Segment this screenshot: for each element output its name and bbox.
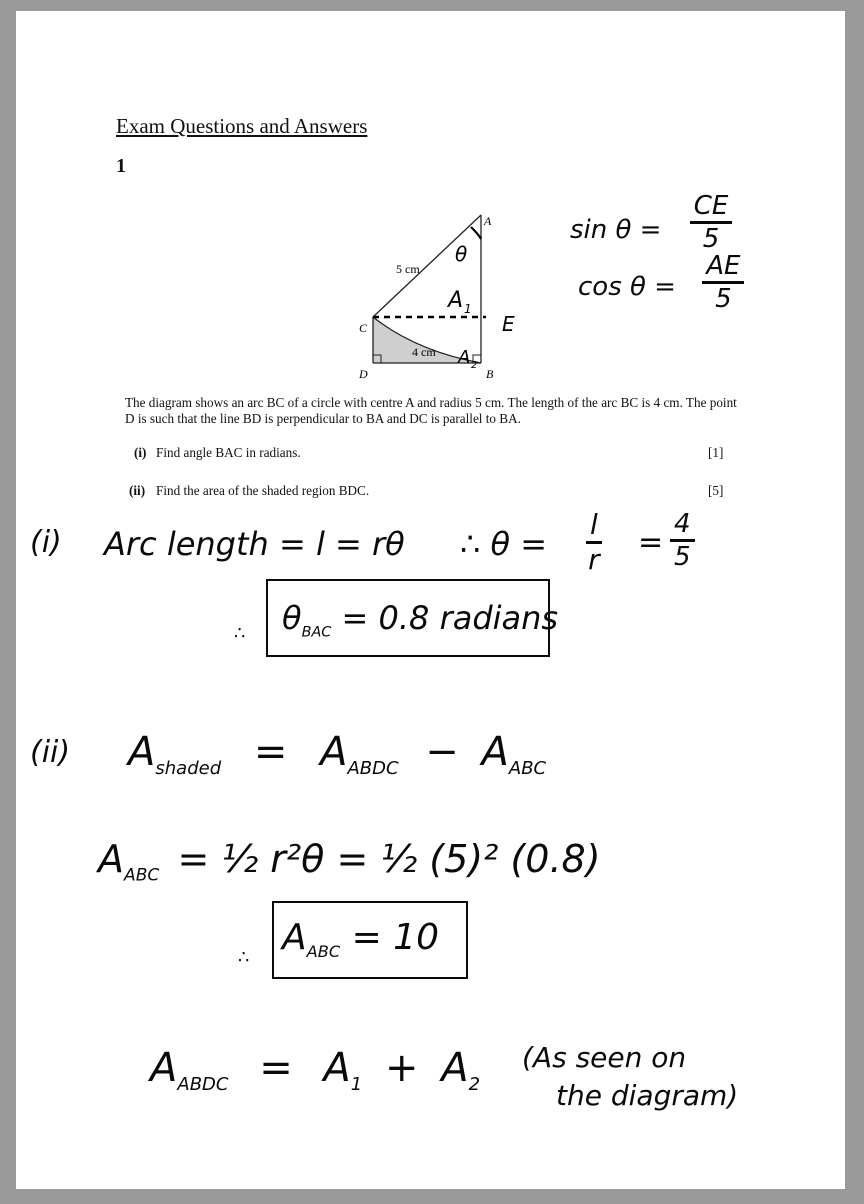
label-c: C — [359, 321, 368, 335]
label-a1-sub: 1 — [464, 302, 472, 316]
answer-i-fraction-l-r — [586, 508, 602, 576]
question-number: 1 — [116, 155, 126, 177]
label-b: B — [486, 367, 494, 381]
cos-note — [578, 251, 744, 314]
box1-therefore-icon: ∴ — [234, 623, 246, 644]
answer-i-label: (i) — [30, 525, 62, 560]
frac-5: 5 — [674, 542, 691, 572]
document-page — [16, 11, 845, 1189]
a1: A — [323, 1045, 351, 1091]
question-description: The diagram shows an arc BC of a circle with centre A and radius 5 cm. The length of the arc BC is 4 cm. The point D is such that the line BD is perpendicular to BA and DC is parallel to BA. — [125, 395, 737, 426]
eq-4: = — [259, 1045, 293, 1091]
answer-i-result-box — [266, 579, 559, 657]
a1-sub: 1 — [350, 1074, 363, 1095]
part-i-marks: [1] — [708, 445, 724, 460]
cos-denominator: 5 — [715, 284, 732, 314]
frac-4: 4 — [670, 511, 695, 542]
label-e: E — [502, 312, 515, 336]
sector-formula: = ½ r²θ = ½ (5)² (0.8) — [177, 837, 601, 881]
label-a2-sub: 2 — [471, 360, 478, 371]
answer-i-fraction-4-5 — [670, 511, 695, 570]
a-abdc: A — [320, 729, 348, 775]
frac-r: r — [588, 543, 600, 576]
label-d: D — [359, 367, 368, 381]
angle-mark-a-icon — [471, 227, 481, 239]
a-abc-2-sub: ABC — [124, 865, 160, 886]
sin-note — [570, 191, 732, 254]
label-radius: 5 cm — [396, 262, 420, 276]
label-a1: A — [448, 288, 464, 313]
box1-theta: θ — [282, 599, 302, 637]
a-abc-2: A — [98, 837, 124, 881]
cos-numerator: AE — [702, 253, 744, 284]
a-abc: A — [481, 729, 509, 775]
box2-a: A — [282, 917, 307, 958]
sin-numerator: CE — [690, 193, 733, 224]
part-ii-label: (ii) — [129, 483, 146, 498]
label-a2: A — [458, 347, 471, 368]
answer-note-line-2: the diagram) — [556, 1079, 739, 1112]
part-ii-marks: [5] — [708, 483, 724, 498]
answer-ii-abdc-equation — [150, 1045, 480, 1095]
a-abdc-2: A — [150, 1045, 178, 1091]
answer-ii-label: (ii) — [30, 735, 71, 770]
box1-value: = 0.8 radians — [341, 599, 559, 637]
part-i-label: (i) — [134, 445, 147, 460]
sin-lhs: sin θ = — [570, 215, 662, 245]
sin-denominator: 5 — [702, 224, 720, 254]
a2-sub: 2 — [468, 1074, 481, 1095]
answer-i-therefore: ∴ θ = — [460, 525, 548, 563]
cos-lhs: cos θ = — [578, 272, 676, 302]
answer-ii-sector-equation — [98, 837, 601, 886]
part-ii-text: Find the area of the shaded region BDC. — [156, 483, 370, 498]
answer-i-arc-length: Arc length = l = rθ — [104, 525, 405, 563]
a-shaded-sub: shaded — [155, 758, 222, 779]
page-heading: Exam Questions and Answers — [116, 114, 368, 138]
triangle-diagram — [356, 201, 526, 381]
a2: A — [441, 1045, 469, 1091]
a-abdc-2-sub: ABDC — [177, 1074, 229, 1095]
answer-note-line-1: (As seen on — [522, 1041, 687, 1074]
a-shaded: A — [128, 729, 156, 775]
answer-ii-sector-box — [272, 901, 468, 979]
label-arc-length: 4 cm — [412, 345, 436, 359]
box2-therefore-icon: ∴ — [238, 947, 250, 968]
box2-value: = 10 — [351, 917, 439, 958]
plus: + — [384, 1045, 419, 1091]
minus: − — [425, 729, 459, 775]
frac-l: l — [586, 511, 602, 544]
eq-2: = — [253, 729, 288, 775]
part-i-text: Find angle BAC in radians. — [156, 445, 301, 460]
answer-ii-shaded-equation — [128, 729, 546, 779]
answer-i-equals: = — [638, 525, 664, 560]
a-abc-sub: ABC — [508, 758, 547, 779]
a-abdc-sub: ABDC — [347, 758, 399, 779]
label-a: A — [484, 214, 492, 228]
box2-sub: ABC — [306, 942, 341, 962]
box1-sub: BAC — [301, 624, 332, 641]
label-theta: θ — [455, 242, 468, 266]
